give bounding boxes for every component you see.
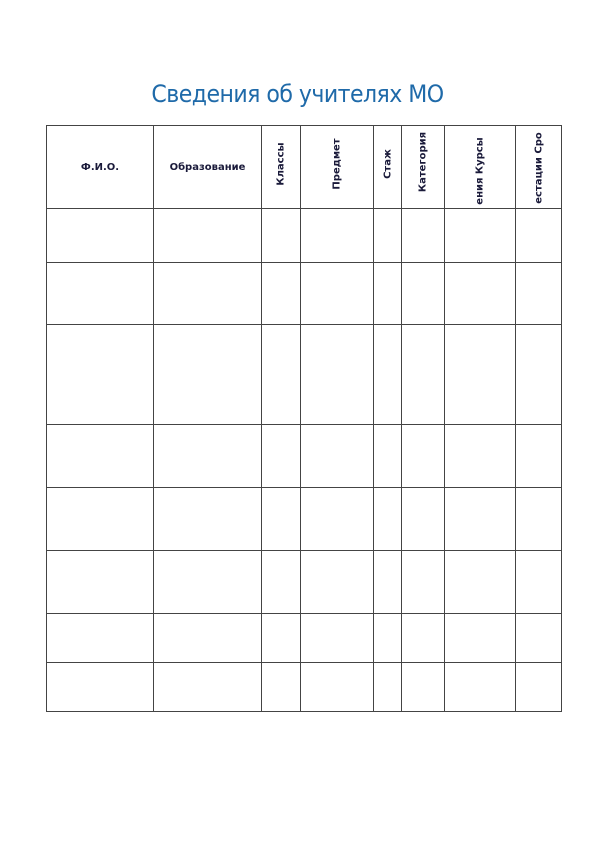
cell-experience[interactable] bbox=[374, 614, 402, 663]
cell-fio[interactable] bbox=[47, 425, 154, 488]
header-classes-label: Классы bbox=[275, 142, 287, 186]
cell-experience[interactable] bbox=[374, 209, 402, 263]
cell-fio[interactable] bbox=[47, 488, 154, 551]
header-subject-label: Предмет bbox=[331, 138, 343, 190]
cell-attestation[interactable] bbox=[516, 425, 562, 488]
cell-fio[interactable] bbox=[47, 209, 154, 263]
cell-subject[interactable] bbox=[301, 325, 374, 425]
cell-attestation[interactable] bbox=[516, 263, 562, 325]
table-row bbox=[47, 209, 562, 263]
cell-fio[interactable] bbox=[47, 263, 154, 325]
cell-education[interactable] bbox=[154, 551, 262, 614]
header-subject bbox=[301, 126, 374, 209]
cell-experience[interactable] bbox=[374, 325, 402, 425]
header-education bbox=[154, 126, 262, 209]
cell-classes[interactable] bbox=[262, 425, 301, 488]
cell-courses[interactable] bbox=[445, 614, 516, 663]
cell-classes[interactable] bbox=[262, 325, 301, 425]
header-courses-label: ения Курсы bbox=[474, 137, 486, 205]
cell-subject[interactable] bbox=[301, 614, 374, 663]
cell-experience[interactable] bbox=[374, 263, 402, 325]
table-row bbox=[47, 488, 562, 551]
header-attestation-label: естации Сро bbox=[533, 132, 544, 204]
cell-classes[interactable] bbox=[262, 614, 301, 663]
header-attestation bbox=[516, 126, 562, 209]
header-classes bbox=[262, 126, 301, 209]
cell-category[interactable] bbox=[402, 209, 445, 263]
header-experience-label: Стаж bbox=[382, 149, 393, 179]
cell-courses[interactable] bbox=[445, 263, 516, 325]
header-row bbox=[47, 126, 562, 209]
teachers-table bbox=[46, 125, 562, 712]
table-row bbox=[47, 425, 562, 488]
header-experience bbox=[374, 126, 402, 209]
cell-classes[interactable] bbox=[262, 263, 301, 325]
table-row bbox=[47, 325, 562, 425]
cell-attestation[interactable] bbox=[516, 614, 562, 663]
cell-attestation[interactable] bbox=[516, 325, 562, 425]
cell-education[interactable] bbox=[154, 209, 262, 263]
cell-courses[interactable] bbox=[445, 325, 516, 425]
table-row bbox=[47, 614, 562, 663]
cell-fio[interactable] bbox=[47, 663, 154, 712]
cell-category[interactable] bbox=[402, 488, 445, 551]
cell-category[interactable] bbox=[402, 325, 445, 425]
cell-category[interactable] bbox=[402, 263, 445, 325]
cell-education[interactable] bbox=[154, 263, 262, 325]
cell-subject[interactable] bbox=[301, 488, 374, 551]
cell-experience[interactable] bbox=[374, 551, 402, 614]
cell-education[interactable] bbox=[154, 663, 262, 712]
cell-subject[interactable] bbox=[301, 551, 374, 614]
cell-fio[interactable] bbox=[47, 325, 154, 425]
cell-classes[interactable] bbox=[262, 488, 301, 551]
cell-experience[interactable] bbox=[374, 663, 402, 712]
cell-subject[interactable] bbox=[301, 263, 374, 325]
cell-classes[interactable] bbox=[262, 663, 301, 712]
cell-category[interactable] bbox=[402, 614, 445, 663]
header-fio bbox=[47, 126, 154, 209]
cell-subject[interactable] bbox=[301, 663, 374, 712]
cell-subject[interactable] bbox=[301, 209, 374, 263]
cell-courses[interactable] bbox=[445, 209, 516, 263]
cell-education[interactable] bbox=[154, 488, 262, 551]
cell-classes[interactable] bbox=[262, 209, 301, 263]
table-row bbox=[47, 551, 562, 614]
cell-courses[interactable] bbox=[445, 663, 516, 712]
cell-attestation[interactable] bbox=[516, 209, 562, 263]
cell-subject[interactable] bbox=[301, 425, 374, 488]
cell-courses[interactable] bbox=[445, 488, 516, 551]
cell-attestation[interactable] bbox=[516, 551, 562, 614]
header-category-label: Категория bbox=[417, 131, 429, 193]
table-row bbox=[47, 263, 562, 325]
cell-category[interactable] bbox=[402, 663, 445, 712]
cell-fio[interactable] bbox=[47, 551, 154, 614]
header-education-label: Образование bbox=[169, 161, 246, 173]
cell-category[interactable] bbox=[402, 425, 445, 488]
table-row bbox=[47, 663, 562, 712]
cell-classes[interactable] bbox=[262, 551, 301, 614]
cell-fio[interactable] bbox=[47, 614, 154, 663]
cell-courses[interactable] bbox=[445, 425, 516, 488]
cell-experience[interactable] bbox=[374, 488, 402, 551]
cell-attestation[interactable] bbox=[516, 663, 562, 712]
header-courses bbox=[445, 126, 516, 209]
cell-courses[interactable] bbox=[445, 551, 516, 614]
header-fio-label: Ф.И.О. bbox=[80, 161, 120, 173]
cell-education[interactable] bbox=[154, 425, 262, 488]
cell-attestation[interactable] bbox=[516, 488, 562, 551]
cell-category[interactable] bbox=[402, 551, 445, 614]
cell-experience[interactable] bbox=[374, 425, 402, 488]
cell-education[interactable] bbox=[154, 614, 262, 663]
page-title: Сведения об учителях МО bbox=[151, 80, 444, 108]
cell-education[interactable] bbox=[154, 325, 262, 425]
header-category bbox=[402, 126, 445, 209]
